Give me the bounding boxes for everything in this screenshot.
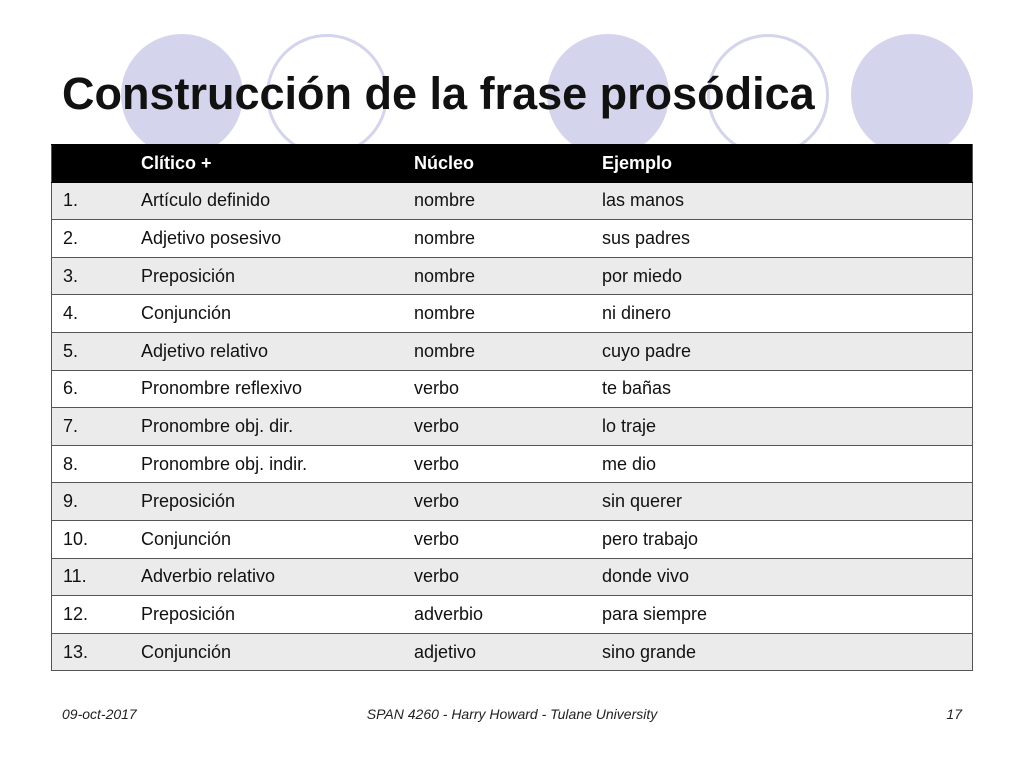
- clitic-table: [51, 144, 973, 671]
- footer-course-info: SPAN 4260 - Harry Howard - Tulane University: [366, 706, 658, 722]
- cell-number: 4.: [52, 295, 142, 333]
- cell-nucleo: verbo: [414, 520, 602, 558]
- cell-nucleo: nombre: [414, 332, 602, 370]
- cell-nucleo: nombre: [414, 295, 602, 333]
- table-row: [52, 596, 973, 634]
- cell-number: 7.: [52, 408, 142, 446]
- cell-nucleo: nombre: [414, 220, 602, 258]
- footer-date: 09-oct-2017: [62, 706, 137, 722]
- cell-number: 13.: [52, 633, 142, 671]
- cell-number: 5.: [52, 332, 142, 370]
- cell-clitico: Pronombre obj. dir.: [141, 408, 414, 446]
- table-row: [52, 483, 973, 521]
- cell-number: 2.: [52, 220, 142, 258]
- header-ejemplo: Ejemplo: [602, 145, 973, 183]
- cell-ejemplo: ni dinero: [602, 295, 973, 333]
- cell-ejemplo: sin querer: [602, 483, 973, 521]
- table-header: [52, 145, 973, 183]
- table-row: [52, 408, 973, 446]
- cell-nucleo: verbo: [414, 483, 602, 521]
- cell-nucleo: verbo: [414, 558, 602, 596]
- cell-ejemplo: cuyo padre: [602, 332, 973, 370]
- cell-clitico: Pronombre obj. indir.: [141, 445, 414, 483]
- table-row: [52, 520, 973, 558]
- cell-ejemplo: para siempre: [602, 596, 973, 634]
- cell-nucleo: nombre: [414, 182, 602, 220]
- header-nucleo: Núcleo: [414, 145, 602, 183]
- table-row: [52, 295, 973, 333]
- cell-clitico: Adverbio relativo: [141, 558, 414, 596]
- cell-clitico: Preposición: [141, 257, 414, 295]
- slide-title: Construcción de la frase prosódica: [62, 68, 815, 119]
- cell-nucleo: nombre: [414, 257, 602, 295]
- cell-clitico: Pronombre reflexivo: [141, 370, 414, 408]
- cell-ejemplo: por miedo: [602, 257, 973, 295]
- cell-ejemplo: me dio: [602, 445, 973, 483]
- table-row: [52, 182, 973, 220]
- cell-ejemplo: lo traje: [602, 408, 973, 446]
- cell-number: 11.: [52, 558, 142, 596]
- cell-clitico: Adjetivo posesivo: [141, 220, 414, 258]
- cell-ejemplo: te bañas: [602, 370, 973, 408]
- footer-page-number: 17: [946, 706, 962, 722]
- cell-number: 6.: [52, 370, 142, 408]
- cell-nucleo: adverbio: [414, 596, 602, 634]
- cell-number: 8.: [52, 445, 142, 483]
- header-clitico: Clítico +: [141, 145, 414, 183]
- cell-clitico: Conjunción: [141, 633, 414, 671]
- table-row: [52, 257, 973, 295]
- table-row: [52, 633, 973, 671]
- cell-number: 10.: [52, 520, 142, 558]
- cell-clitico: Artículo definido: [141, 182, 414, 220]
- cell-clitico: Conjunción: [141, 520, 414, 558]
- cell-ejemplo: las manos: [602, 182, 973, 220]
- cell-ejemplo: sino grande: [602, 633, 973, 671]
- table-row: [52, 445, 973, 483]
- cell-ejemplo: donde vivo: [602, 558, 973, 596]
- cell-clitico: Preposición: [141, 596, 414, 634]
- cell-number: 1.: [52, 182, 142, 220]
- table-row: [52, 558, 973, 596]
- table-row: [52, 220, 973, 258]
- cell-nucleo: adjetivo: [414, 633, 602, 671]
- cell-clitico: Conjunción: [141, 295, 414, 333]
- cell-clitico: Adjetivo relativo: [141, 332, 414, 370]
- header-number: [52, 145, 142, 183]
- cell-clitico: Preposición: [141, 483, 414, 521]
- cell-number: 9.: [52, 483, 142, 521]
- cell-nucleo: verbo: [414, 370, 602, 408]
- cell-number: 12.: [52, 596, 142, 634]
- cell-nucleo: verbo: [414, 408, 602, 446]
- cell-nucleo: verbo: [414, 445, 602, 483]
- cell-ejemplo: sus padres: [602, 220, 973, 258]
- cell-number: 3.: [52, 257, 142, 295]
- decorative-circle: [851, 34, 973, 156]
- table-body: [52, 182, 973, 671]
- table-header-row: [52, 145, 973, 183]
- table-row: [52, 332, 973, 370]
- table-row: [52, 370, 973, 408]
- cell-ejemplo: pero trabajo: [602, 520, 973, 558]
